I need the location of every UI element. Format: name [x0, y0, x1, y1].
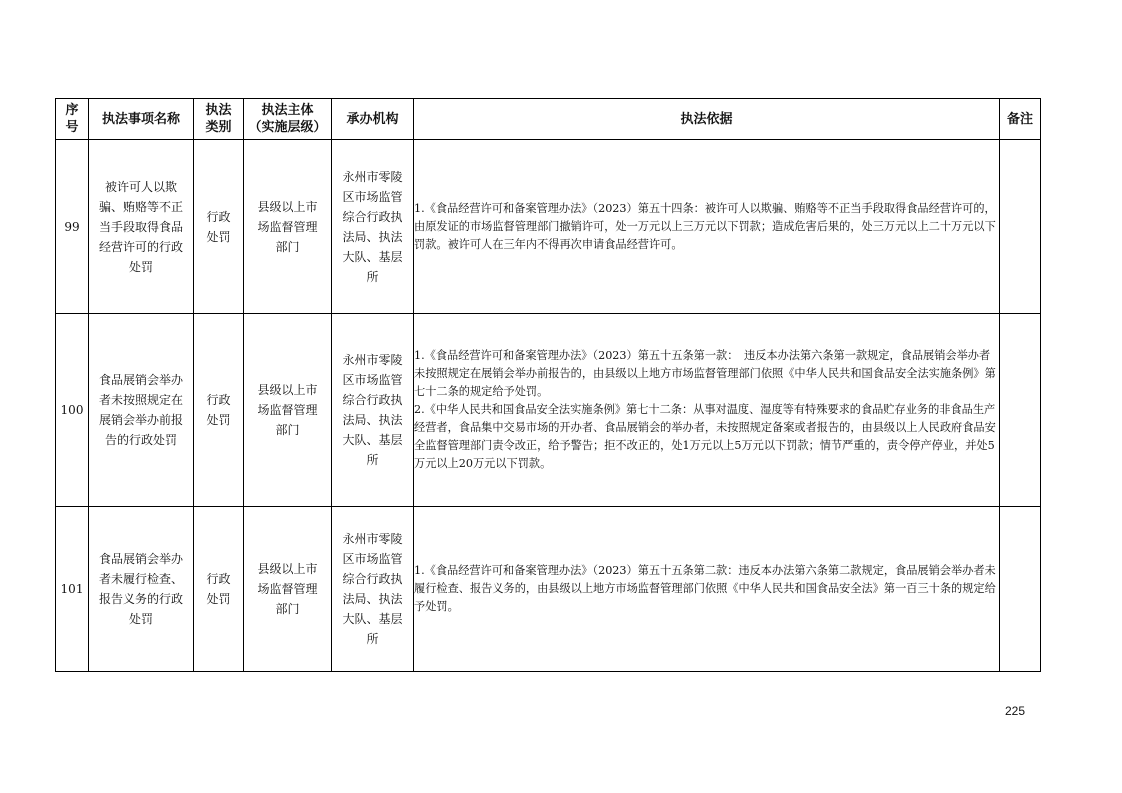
header-seq: 序号: [56, 99, 89, 140]
header-basis: 执法依据: [414, 99, 1000, 140]
row-seq: 100: [56, 314, 89, 507]
row-remark: [1000, 507, 1041, 672]
row-seq: 101: [56, 507, 89, 672]
row-basis: [414, 507, 1000, 672]
header-subject-line1: 执法主体: [261, 103, 314, 118]
row-subject: 县级以上市场监督管理部门: [244, 140, 332, 314]
page-number: 225: [1005, 704, 1026, 718]
row-seq: 99: [56, 140, 89, 314]
basis-paragraph: 1.《食品经营许可和备案管理办法》（2023）第五十四条：被许可人以欺骗、贿赂等不正当手段取得食品经营许可的，由原发证的市场监督管理部门撤销许可，处一万元以上三万元以下罚款；造成危害后果的，处三万元以上二十万元以下罚款。被许可人在三年内不得再次申请食品经营许可。: [414, 201, 996, 251]
row-item-name: 被许可人以欺骗、贿赂等不正当手段取得食品经营许可的行政处罚: [89, 140, 194, 314]
header-name: 执法事项名称: [89, 99, 194, 140]
row-remark: [1000, 314, 1041, 507]
row-type: 行政处罚: [194, 507, 244, 672]
row-type: 行政处罚: [194, 140, 244, 314]
header-subject: [244, 99, 332, 140]
basis-paragraph: 2.《中华人民共和国食品安全法实施条例》第七十二条：从事对温度、湿度等有特殊要求的食品贮存业务的非食品生产经营者，食品集中交易市场的开办者、食品展销会的举办者，未按照规定备案或者报告的，由县级以上人民政府食品安全监督管理部门责令改正，给予警告；拒不改正的，处1万元以上5万元以下罚款；情节严重的，责令停产停业，并处5万元以上20万元以下罚款。: [414, 403, 996, 470]
basis-paragraph: 1.《食品经营许可和备案管理办法》（2023）第五十五条第一款： 违反本办法第六条第一款规定，食品展销会举办者未按照规定在展销会举办前报告的，由县级以上地方市场监督管理部门依照《中华人民共和国食品安全法实施条例》第七十二条的规定给予处罚。: [414, 349, 996, 398]
header-subject-line2: （实施层级）: [248, 120, 327, 135]
row-subject: 县级以上市场监督管理部门: [244, 314, 332, 507]
table-row: [56, 507, 1041, 672]
row-remark: [1000, 140, 1041, 314]
row-basis: [414, 140, 1000, 314]
row-item-name: 食品展销会举办者未按照规定在展销会举办前报告的行政处罚: [89, 314, 194, 507]
row-org: 永州市零陵区市场监管综合行政执法局、执法大队、基层所: [332, 140, 414, 314]
row-org: 永州市零陵区市场监管综合行政执法局、执法大队、基层所: [332, 314, 414, 507]
basis-paragraph: 1.《食品经营许可和备案管理办法》（2023）第五十五条第二款：违反本办法第六条第二款规定，食品展销会举办者未履行检查、报告义务的，由县级以上地方市场监督管理部门依照《中华人民共和国食品安全法》第一百三十条的规定给予处罚。: [414, 564, 996, 613]
header-remark: 备注: [1000, 99, 1041, 140]
table-row: [56, 140, 1041, 314]
row-item-name: 食品展销会举办者未履行检查、报告义务的行政处罚: [89, 507, 194, 672]
header-row: [56, 99, 1041, 140]
row-basis: [414, 314, 1000, 507]
header-type: 执法类别: [194, 99, 244, 140]
header-org: 承办机构: [332, 99, 414, 140]
row-type: 行政处罚: [194, 314, 244, 507]
table-row: [56, 314, 1041, 507]
enforcement-items-table: [55, 98, 1041, 672]
row-org: 永州市零陵区市场监管综合行政执法局、执法大队、基层所: [332, 507, 414, 672]
row-subject: 县级以上市场监督管理部门: [244, 507, 332, 672]
